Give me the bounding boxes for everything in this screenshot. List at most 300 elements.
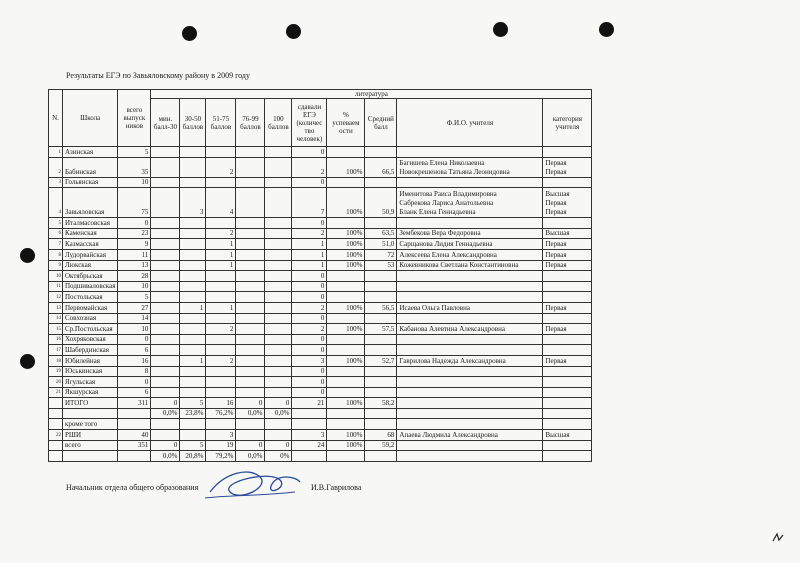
teacher-category: Высшая	[543, 430, 592, 441]
score-30-50	[180, 157, 206, 177]
table-row	[49, 355, 592, 366]
teacher-name: Гаврилова Надежда Александровна	[397, 355, 543, 366]
min-score	[151, 387, 180, 398]
row-index: 7	[49, 239, 63, 250]
score-76-99	[236, 387, 265, 398]
graduates: 11	[118, 249, 151, 260]
teacher-name	[397, 387, 543, 398]
score-76-99	[236, 249, 265, 260]
score-30-50	[180, 324, 206, 335]
row-index: 12	[49, 292, 63, 303]
min-score	[151, 218, 180, 229]
score-76-99	[236, 271, 265, 282]
score-76-99	[236, 345, 265, 356]
teacher-name: Кабанова Алевтина Александровна	[397, 324, 543, 335]
row-index	[49, 451, 63, 462]
pass-percent: 100%	[327, 249, 365, 260]
score-51-75: 1	[206, 260, 236, 271]
score-51-75	[206, 345, 236, 356]
table-row	[49, 218, 592, 229]
score-51-75	[206, 218, 236, 229]
avg-score: 58,2	[365, 398, 397, 409]
graduates: 40	[118, 430, 151, 441]
graduates: 75	[118, 188, 151, 218]
score-76-99	[236, 239, 265, 250]
avg-score: 52,7	[365, 355, 397, 366]
header-51-75: 51-75 баллов	[206, 99, 236, 147]
teacher-name	[397, 451, 543, 462]
score-30-50: 1	[180, 302, 206, 313]
pass-percent: 100%	[327, 324, 365, 335]
score-76-99: 0	[236, 440, 265, 451]
took-count: 0	[292, 366, 327, 377]
min-score	[151, 313, 180, 324]
graduates: 5	[118, 292, 151, 303]
score-30-50	[180, 387, 206, 398]
table-row	[49, 324, 592, 335]
took-count: 1	[292, 239, 327, 250]
min-score	[151, 419, 180, 430]
row-index: 16	[49, 334, 63, 345]
graduates	[118, 408, 151, 419]
score-100	[265, 281, 292, 292]
table-row	[49, 292, 592, 303]
score-100	[265, 271, 292, 282]
min-score	[151, 292, 180, 303]
teacher-category: Первая	[543, 324, 592, 335]
min-score	[151, 366, 180, 377]
graduates: 27	[118, 302, 151, 313]
score-30-50	[180, 292, 206, 303]
teacher-name	[397, 147, 543, 158]
score-30-50	[180, 345, 206, 356]
score-100	[265, 345, 292, 356]
min-score: 0,0%	[151, 451, 180, 462]
school-name: Ср.Постольская	[63, 324, 118, 335]
score-51-75: 16	[206, 398, 236, 409]
took-count: 1	[292, 260, 327, 271]
took-count: 2	[292, 302, 327, 313]
teacher-name: Зембекова Вера Федоровна	[397, 228, 543, 239]
score-76-99	[236, 177, 265, 188]
min-score	[151, 302, 180, 313]
pass-percent	[327, 313, 365, 324]
took-count: 0	[292, 281, 327, 292]
score-30-50	[180, 334, 206, 345]
score-100	[265, 147, 292, 158]
row-index	[49, 419, 63, 430]
pass-percent: 100%	[327, 430, 365, 441]
table-row	[49, 239, 592, 250]
took-count: 0	[292, 271, 327, 282]
score-100	[265, 313, 292, 324]
school-name: кроме того	[63, 419, 118, 430]
avg-score	[365, 218, 397, 229]
teacher-name	[397, 440, 543, 451]
header-school: Школа	[63, 90, 118, 147]
row-index: 14	[49, 313, 63, 324]
min-score: 0	[151, 398, 180, 409]
avg-score: 57,5	[365, 324, 397, 335]
score-100	[265, 249, 292, 260]
graduates	[118, 451, 151, 462]
graduates: 311	[118, 398, 151, 409]
teacher-name	[397, 292, 543, 303]
row-index: 6	[49, 228, 63, 239]
score-30-50	[180, 313, 206, 324]
avg-score	[365, 292, 397, 303]
school-name: Октябрьская	[63, 271, 118, 282]
took-count: 0	[292, 334, 327, 345]
graduates: 6	[118, 345, 151, 356]
score-76-99	[236, 218, 265, 229]
header-n: N.	[49, 90, 63, 147]
score-76-99	[236, 260, 265, 271]
avg-score	[365, 366, 397, 377]
row-index: 10	[49, 271, 63, 282]
pass-percent: 100%	[327, 188, 365, 218]
graduates: 14	[118, 313, 151, 324]
pass-percent: 100%	[327, 260, 365, 271]
header-took: сдавали ЕГЭ (количес тво человек)	[292, 99, 327, 147]
school-name: Ягульская	[63, 377, 118, 388]
score-30-50	[180, 260, 206, 271]
min-score	[151, 260, 180, 271]
took-count: 0	[292, 313, 327, 324]
pass-percent	[327, 334, 365, 345]
teacher-category: Первая Первая	[543, 157, 592, 177]
score-30-50	[180, 249, 206, 260]
took-count: 7	[292, 188, 327, 218]
graduates: 10	[118, 177, 151, 188]
teacher-name	[397, 313, 543, 324]
table-body	[49, 147, 592, 462]
pass-percent	[327, 147, 365, 158]
score-30-50	[180, 271, 206, 282]
score-76-99	[236, 188, 265, 218]
score-51-75: 1	[206, 239, 236, 250]
took-count: 0	[292, 377, 327, 388]
school-name: Юбилейная	[63, 355, 118, 366]
avg-score	[365, 377, 397, 388]
score-51-75	[206, 271, 236, 282]
took-count	[292, 451, 327, 462]
avg-score: 56,5	[365, 302, 397, 313]
scribble-mark	[771, 531, 785, 545]
teacher-category	[543, 377, 592, 388]
min-score	[151, 355, 180, 366]
score-100	[265, 239, 292, 250]
teacher-category	[543, 398, 592, 409]
score-100: 0%	[265, 451, 292, 462]
avg-score: 63,5	[365, 228, 397, 239]
score-30-50: 20,8%	[180, 451, 206, 462]
took-count: 1	[292, 249, 327, 260]
table-row	[49, 302, 592, 313]
teacher-name: Именитова Раиса Владимировна Сабрекова Лариса Анатольевна Бланк Елена Геннадьевна	[397, 188, 543, 218]
teacher-name	[397, 177, 543, 188]
school-name	[63, 408, 118, 419]
score-76-99	[236, 313, 265, 324]
score-100	[265, 419, 292, 430]
row-index: 8	[49, 249, 63, 260]
score-100: 0,0%	[265, 408, 292, 419]
teacher-name	[397, 281, 543, 292]
row-index: 11	[49, 281, 63, 292]
score-76-99	[236, 302, 265, 313]
row-index: 21	[49, 387, 63, 398]
row-index: 2	[49, 157, 63, 177]
binder-hole	[286, 24, 301, 39]
table-row	[49, 260, 592, 271]
school-name: Люкская	[63, 260, 118, 271]
school-name: Завьяловская	[63, 188, 118, 218]
results-table	[48, 89, 592, 462]
pass-percent: 100%	[327, 157, 365, 177]
school-name: Азинская	[63, 147, 118, 158]
score-51-75: 2	[206, 324, 236, 335]
min-score	[151, 239, 180, 250]
score-100: 0	[265, 440, 292, 451]
table-row	[49, 147, 592, 158]
table-row	[49, 157, 592, 177]
avg-score: 68	[365, 430, 397, 441]
teacher-name: Багишева Елена Николаевна Новокрешенова Татьяна Леонидовна	[397, 157, 543, 177]
header-row-top	[49, 90, 592, 99]
row-index: 9	[49, 260, 63, 271]
avg-score	[365, 177, 397, 188]
graduates: 0	[118, 218, 151, 229]
took-count: 21	[292, 398, 327, 409]
min-score	[151, 334, 180, 345]
took-count: 2	[292, 324, 327, 335]
score-100	[265, 366, 292, 377]
table-row	[49, 249, 592, 260]
row-index	[49, 440, 63, 451]
row-index: 4	[49, 188, 63, 218]
score-76-99	[236, 419, 265, 430]
score-51-75	[206, 281, 236, 292]
teacher-name: Сарщанова Лидия Геннадьевна	[397, 239, 543, 250]
score-51-75: 79,2%	[206, 451, 236, 462]
score-30-50: 1	[180, 355, 206, 366]
score-100	[265, 302, 292, 313]
binder-hole	[20, 354, 35, 369]
table-row	[49, 440, 592, 451]
score-51-75: 2	[206, 228, 236, 239]
teacher-category	[543, 292, 592, 303]
teacher-name	[397, 377, 543, 388]
table-row	[49, 281, 592, 292]
avg-score	[365, 147, 397, 158]
avg-score: 72	[365, 249, 397, 260]
min-score	[151, 271, 180, 282]
header-teacher: Ф.И.О. учителя	[397, 99, 543, 147]
binder-hole	[493, 22, 508, 37]
signer-position: Начальник отдела общего образования	[66, 483, 199, 492]
header-30-50: 30-50 баллов	[180, 99, 206, 147]
min-score	[151, 157, 180, 177]
avg-score: 50,9	[365, 188, 397, 218]
took-count	[292, 419, 327, 430]
pass-percent	[327, 377, 365, 388]
teacher-name: Алексеева Елена Александровна	[397, 249, 543, 260]
table-row	[49, 408, 592, 419]
score-51-75: 4	[206, 188, 236, 218]
school-name: Шабердинская	[63, 345, 118, 356]
score-51-75	[206, 334, 236, 345]
table-row	[49, 188, 592, 218]
score-30-50	[180, 281, 206, 292]
pass-percent	[327, 366, 365, 377]
score-30-50	[180, 430, 206, 441]
score-100	[265, 157, 292, 177]
score-30-50	[180, 228, 206, 239]
row-index: 15	[49, 324, 63, 335]
avg-score	[365, 408, 397, 419]
score-100: 0	[265, 398, 292, 409]
avg-score: 59,2	[365, 440, 397, 451]
avg-score	[365, 387, 397, 398]
min-score	[151, 177, 180, 188]
row-index	[49, 408, 63, 419]
score-76-99: 0,0%	[236, 408, 265, 419]
pass-percent: 100%	[327, 239, 365, 250]
pass-percent	[327, 345, 365, 356]
took-count: 3	[292, 430, 327, 441]
min-score	[151, 377, 180, 388]
avg-score	[365, 281, 397, 292]
score-51-75: 1	[206, 302, 236, 313]
pass-percent	[327, 218, 365, 229]
score-100	[265, 228, 292, 239]
score-76-99: 0	[236, 398, 265, 409]
school-name: всего	[63, 440, 118, 451]
school-name: Бабинская	[63, 157, 118, 177]
score-76-99	[236, 366, 265, 377]
pass-percent	[327, 177, 365, 188]
teacher-name	[397, 419, 543, 430]
score-30-50	[180, 419, 206, 430]
binder-hole	[599, 22, 614, 37]
score-51-75	[206, 387, 236, 398]
score-30-50: 5	[180, 440, 206, 451]
header-pass-pct: % успеваем ости	[327, 99, 365, 147]
took-count: 0	[292, 292, 327, 303]
min-score	[151, 228, 180, 239]
teacher-name	[397, 218, 543, 229]
score-100	[265, 260, 292, 271]
score-51-75: 76,2%	[206, 408, 236, 419]
score-51-75	[206, 177, 236, 188]
graduates: 6	[118, 387, 151, 398]
signature	[200, 462, 310, 507]
score-100	[265, 292, 292, 303]
row-index: 3	[49, 177, 63, 188]
min-score: 0	[151, 440, 180, 451]
table-row	[49, 345, 592, 356]
school-name: РШИ	[63, 430, 118, 441]
pass-percent	[327, 271, 365, 282]
score-51-75	[206, 292, 236, 303]
score-76-99	[236, 147, 265, 158]
score-76-99	[236, 334, 265, 345]
teacher-category	[543, 147, 592, 158]
took-count: 0	[292, 218, 327, 229]
score-51-75: 2	[206, 157, 236, 177]
score-76-99	[236, 324, 265, 335]
graduates: 8	[118, 366, 151, 377]
header-graduates: всего выпуск ников	[118, 90, 151, 147]
teacher-name: Апаева Людмила Александровна	[397, 430, 543, 441]
score-51-75	[206, 377, 236, 388]
pass-percent	[327, 451, 365, 462]
min-score: 0,0%	[151, 408, 180, 419]
school-name	[63, 451, 118, 462]
table-row	[49, 177, 592, 188]
teacher-category	[543, 408, 592, 419]
score-30-50: 5	[180, 398, 206, 409]
avg-score	[365, 313, 397, 324]
teacher-category	[543, 177, 592, 188]
teacher-name	[397, 345, 543, 356]
score-76-99	[236, 430, 265, 441]
document-title: Результаты ЕГЭ по Завьяловскому району в 2009 году	[66, 71, 250, 80]
score-100	[265, 334, 292, 345]
min-score	[151, 147, 180, 158]
score-51-75	[206, 419, 236, 430]
score-76-99: 0,0%	[236, 451, 265, 462]
avg-score	[365, 345, 397, 356]
pass-percent: 100%	[327, 302, 365, 313]
score-51-75: 2	[206, 355, 236, 366]
teacher-category	[543, 218, 592, 229]
school-name: Первомайская	[63, 302, 118, 313]
school-name: Постольская	[63, 292, 118, 303]
took-count: 3	[292, 355, 327, 366]
graduates: 35	[118, 157, 151, 177]
score-76-99	[236, 157, 265, 177]
min-score	[151, 430, 180, 441]
table-row	[49, 451, 592, 462]
school-name: Лудорвайская	[63, 249, 118, 260]
score-100	[265, 177, 292, 188]
graduates: 13	[118, 260, 151, 271]
teacher-category	[543, 387, 592, 398]
pass-percent: 100%	[327, 398, 365, 409]
score-100	[265, 387, 292, 398]
avg-score	[365, 419, 397, 430]
graduates: 9	[118, 239, 151, 250]
score-76-99	[236, 281, 265, 292]
school-name: Якшурская	[63, 387, 118, 398]
score-30-50: 23,8%	[180, 408, 206, 419]
pass-percent: 100%	[327, 228, 365, 239]
school-name: Юськинская	[63, 366, 118, 377]
pass-percent: 100%	[327, 440, 365, 451]
teacher-category: Первая	[543, 249, 592, 260]
teacher-category	[543, 271, 592, 282]
teacher-category: Первая	[543, 239, 592, 250]
score-100	[265, 430, 292, 441]
school-name: Совхозная	[63, 313, 118, 324]
score-51-75	[206, 366, 236, 377]
score-76-99	[236, 228, 265, 239]
table-row	[49, 313, 592, 324]
graduates: 10	[118, 324, 151, 335]
avg-score: 66,5	[365, 157, 397, 177]
score-30-50	[180, 366, 206, 377]
